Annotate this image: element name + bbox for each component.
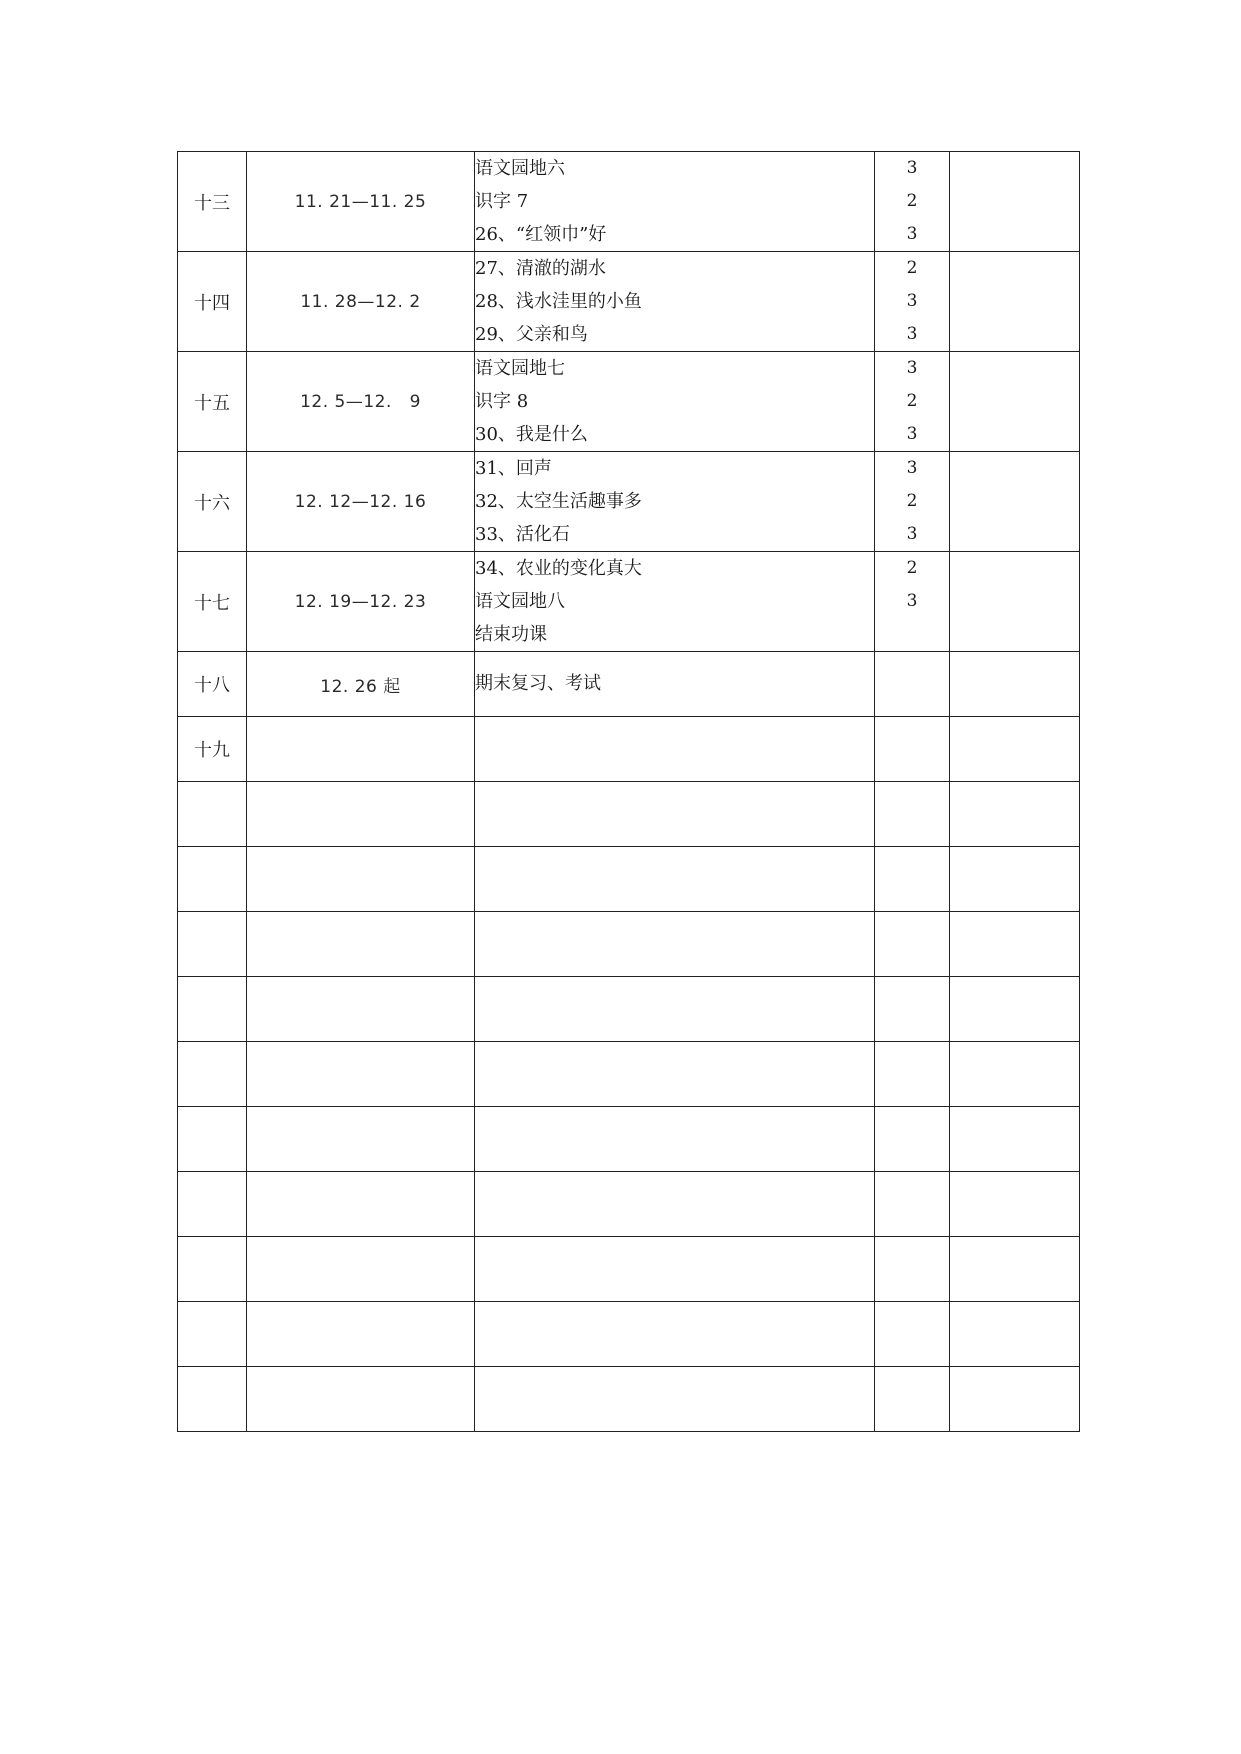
content-cell: [475, 1107, 875, 1172]
lesson-item: 语文园地六: [475, 158, 565, 179]
content-cell: [475, 1042, 875, 1107]
date-range-cell: [247, 352, 475, 452]
date-range-cell: [247, 847, 475, 912]
hours-cell: [875, 352, 950, 452]
hours-value: 2: [906, 391, 918, 411]
hours-cell: [875, 1237, 950, 1302]
week-cell: [178, 1107, 247, 1172]
week-cell: [178, 1302, 247, 1367]
empty-table-row: [178, 912, 1080, 977]
teaching-schedule-table: [177, 151, 1080, 1432]
note-cell: [950, 912, 1080, 977]
content-cell: [475, 452, 875, 552]
hours-cell: [875, 252, 950, 352]
table-row: [178, 252, 1080, 352]
lesson-item: 识字 8: [475, 391, 529, 412]
week-cell: 十八: [178, 652, 247, 717]
hours-value: 3: [906, 158, 918, 178]
hours-value: 3: [906, 224, 918, 244]
lesson-item: 26、“红领巾”好: [475, 224, 607, 245]
lesson-item: 34、农业的变化真大: [475, 558, 642, 579]
hours-cell: [875, 782, 950, 847]
note-cell: [950, 1042, 1080, 1107]
date-range-cell: [247, 1237, 475, 1302]
week-cell: [178, 977, 247, 1042]
hours-cell: [875, 152, 950, 252]
hours-cell: [875, 1107, 950, 1172]
empty-table-row: [178, 1107, 1080, 1172]
lesson-item: 31、回声: [475, 458, 552, 479]
hours-value: 2: [906, 258, 918, 278]
hours-value: 3: [906, 458, 918, 478]
date-range-cell: [247, 912, 475, 977]
note-cell: [950, 977, 1080, 1042]
empty-table-row: [178, 1302, 1080, 1367]
lesson-item: 结束功课: [475, 624, 547, 645]
empty-table-row: [178, 977, 1080, 1042]
hours-cell: [875, 1302, 950, 1367]
date-range-cell: [247, 1042, 475, 1107]
week-cell: [178, 1172, 247, 1237]
hours-cell: [875, 552, 950, 652]
note-cell: [950, 1367, 1080, 1432]
hours-value: 3: [906, 291, 918, 311]
empty-table-row: [178, 1042, 1080, 1107]
week-cell: [178, 1042, 247, 1107]
empty-table-row: [178, 1367, 1080, 1432]
empty-table-row: [178, 1237, 1080, 1302]
date-range-cell: [247, 152, 475, 252]
date-range-text: 11. 28—12. 2: [300, 292, 421, 312]
content-cell: [475, 782, 875, 847]
week-cell: [178, 1367, 247, 1432]
hours-value: 3: [906, 324, 918, 344]
empty-table-row: [178, 847, 1080, 912]
content-cell: [475, 717, 875, 782]
date-range-cell: [247, 1367, 475, 1432]
lesson-item: 28、浅水洼里的小鱼: [475, 291, 642, 312]
lesson-item: 29、父亲和鸟: [475, 324, 588, 345]
date-range-text: 12. 26 起: [320, 676, 401, 697]
week-cell: 十六: [178, 452, 247, 552]
table-row: [178, 717, 1080, 782]
table-row: [178, 152, 1080, 252]
lesson-item: 32、太空生活趣事多: [475, 491, 642, 512]
note-cell: [950, 1107, 1080, 1172]
schedule-body: [178, 152, 1080, 1432]
content-cell: [475, 652, 875, 717]
note-cell: [950, 782, 1080, 847]
lesson-item: 语文园地八: [475, 591, 565, 612]
hours-cell: [875, 652, 950, 717]
lesson-item: 33、活化石: [475, 524, 570, 545]
hours-value: 2: [906, 191, 918, 211]
note-cell: [950, 352, 1080, 452]
content-cell: [475, 1237, 875, 1302]
date-range-text: 11. 21—11. 25: [294, 192, 427, 212]
note-cell: [950, 152, 1080, 252]
week-cell: [178, 847, 247, 912]
hours-cell: [875, 847, 950, 912]
empty-table-row: [178, 1172, 1080, 1237]
note-cell: [950, 652, 1080, 717]
content-cell: [475, 977, 875, 1042]
hours-value: [875, 618, 949, 651]
content-cell: [475, 1302, 875, 1367]
date-range-cell: [247, 1302, 475, 1367]
date-range-text: 12. 5—12. 9: [300, 392, 421, 412]
week-cell: 十五: [178, 352, 247, 452]
week-cell: 十四: [178, 252, 247, 352]
lesson-item: 识字 7: [475, 191, 529, 212]
date-range-cell: [247, 1172, 475, 1237]
date-range-cell: [247, 1107, 475, 1172]
content-cell: [475, 1367, 875, 1432]
date-range-cell: [247, 782, 475, 847]
week-cell: 十九: [178, 717, 247, 782]
date-range-cell: [247, 552, 475, 652]
date-range-cell: [247, 452, 475, 552]
hours-cell: [875, 1172, 950, 1237]
note-cell: [950, 552, 1080, 652]
note-cell: [950, 717, 1080, 782]
hours-cell: [875, 977, 950, 1042]
content-cell: [475, 252, 875, 352]
note-cell: [950, 252, 1080, 352]
hours-value: 3: [906, 424, 918, 444]
content-cell: [475, 1172, 875, 1237]
note-cell: [950, 452, 1080, 552]
table-row: [178, 452, 1080, 552]
date-range-cell: [247, 977, 475, 1042]
content-cell: [475, 847, 875, 912]
lesson-item: 期末复习、考试: [475, 673, 601, 695]
lesson-item: 语文园地七: [475, 358, 565, 379]
date-range-text: 12. 12—12. 16: [294, 492, 427, 512]
content-cell: [475, 152, 875, 252]
week-cell: 十七: [178, 552, 247, 652]
hours-cell: [875, 1042, 950, 1107]
hours-value: 2: [906, 558, 918, 578]
table-row: [178, 352, 1080, 452]
hours-cell: [875, 452, 950, 552]
note-cell: [950, 847, 1080, 912]
hours-cell: [875, 1367, 950, 1432]
lesson-item: 27、清澈的湖水: [475, 258, 606, 279]
hours-cell: [875, 717, 950, 782]
content-cell: [475, 552, 875, 652]
table-row: [178, 652, 1080, 717]
hours-value: 3: [906, 524, 918, 544]
lesson-item: 30、我是什么: [475, 424, 588, 445]
date-range-text: 12. 19—12. 23: [294, 592, 427, 612]
date-range-cell: [247, 652, 475, 717]
hours-value: 3: [906, 591, 918, 611]
note-cell: [950, 1172, 1080, 1237]
content-cell: [475, 352, 875, 452]
date-range-cell: [247, 717, 475, 782]
table-row: [178, 552, 1080, 652]
hours-value: 3: [906, 358, 918, 378]
content-cell: [475, 912, 875, 977]
week-cell: [178, 912, 247, 977]
note-cell: [950, 1302, 1080, 1367]
week-cell: [178, 782, 247, 847]
week-cell: 十三: [178, 152, 247, 252]
hours-value: 2: [906, 491, 918, 511]
hours-cell: [875, 912, 950, 977]
empty-table-row: [178, 782, 1080, 847]
note-cell: [950, 1237, 1080, 1302]
week-cell: [178, 1237, 247, 1302]
date-range-cell: [247, 252, 475, 352]
